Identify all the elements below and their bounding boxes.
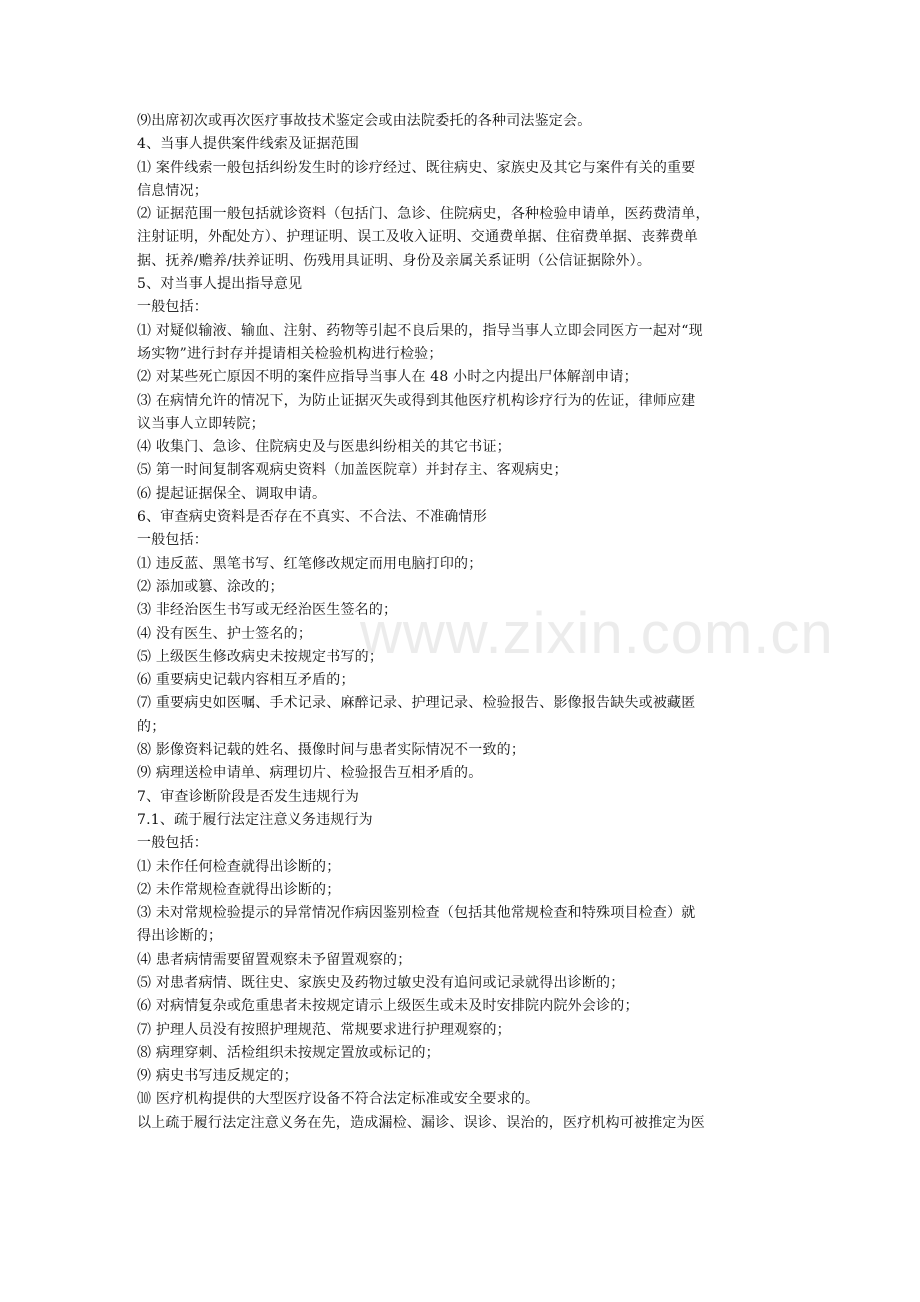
text-line: 5、对当事人提出指导意见 — [137, 276, 303, 293]
text-line: ⑶ 非经治医生书写或无经治医生签名的； — [137, 602, 398, 619]
text-line: ⑵ 添加或篡、涂改的； — [137, 578, 284, 595]
text-line: ⑴ 违反蓝、黑笔书写、红笔修改规定而用电脑打印的； — [137, 555, 483, 572]
text-line: ⑵ 证据范围一般包括就诊资料（包括门、急诊、住院病史，各种检验申请单，医药费清单， — [137, 206, 710, 223]
text-line: ⑼ 病史书写违反规定的； — [137, 1068, 298, 1085]
text-line: 据、抚养/赡养/扶养证明、伤残用具证明、身份及亲属关系证明（公信证据除外）。 — [137, 252, 652, 269]
text-line: 一般包括： — [137, 299, 208, 316]
text-line: 一般包括： — [137, 835, 208, 852]
text-line: ⑶ 未对常规检验提示的异常情况作病因鉴别检查（包括其他常规检查和特殊项目检查）就 — [137, 905, 696, 922]
watermark: www.zixin.com.cn — [360, 601, 834, 666]
text-line: ⑹ 对病情复杂或危重患者未按规定请示上级医生或未及时安排院内院外会诊的； — [137, 998, 639, 1015]
text-line: ⑸ 对患者病情、既往史、家族史及药物过敏史没有追问或记录就得出诊断的； — [137, 974, 625, 991]
text-line: 注射证明，外配处方）、护理证明、误工及收入证明、交通费单据、住宿费单据、丧葬费单 — [137, 229, 698, 246]
text-line: 议当事人立即转院； — [137, 415, 265, 432]
text-line: ⑽ 医疗机构提供的大型医疗设备不符合法定标准或安全要求的。 — [137, 1091, 540, 1108]
text-line: 6、审查病史资料是否存在不真实、不合法、不准确情形 — [137, 509, 487, 526]
text-line: ⑴ 对疑似输液、输血、注射、药物等引起不良后果的，指导当事人立即会同医方一起对“现 — [137, 322, 703, 339]
text-line: 以上疏于履行法定注意义务在先，造成漏检、漏诊、误诊、误治的，医疗机构可被推定为医 — [137, 1114, 705, 1131]
text-line: ⑸ 第一时间复制客观病史资料（加盖医院章）并封存主、客观病史； — [137, 462, 568, 479]
text-line: 7、审查诊断阶段是否发生违规行为 — [137, 788, 360, 805]
text-line: ⑻ 病理穿刺、活检组织未按规定置放或标记的； — [137, 1044, 440, 1061]
text-line: ⑵ 对某些死亡原因不明的案件应指导当事人在 48 小时之内提出尸体解剖申请； — [137, 369, 638, 386]
text-line: ⑹ 提起证据保全、调取申请。 — [137, 485, 327, 502]
document-body — [137, 110, 785, 1135]
text-line: ⑻ 影像资料记载的姓名、摄像时间与患者实际情况不一致的； — [137, 742, 526, 759]
text-line: ⑸ 上级医生修改病史未按规定书写的； — [137, 648, 384, 665]
text-line: ⑷ 患者病情需要留置观察未予留置观察的； — [137, 951, 412, 968]
text-line: 一般包括： — [137, 532, 208, 549]
text-line: ⑴ 案件线索一般包括纠纷发生时的诊疗经过、既往病史、家族史及其它与案件有关的重要 — [137, 159, 696, 176]
text-line: ⑶ 在病情允许的情况下，为防止证据灭失或得到其他医疗机构诊疗行为的佐证，律师应建 — [137, 392, 696, 409]
text-line: 的； — [137, 718, 166, 735]
text-line: ⑺ 护理人员没有按照护理规范、常规要求进行护理观察的； — [137, 1021, 511, 1038]
text-line: ⑷ 收集门、急诊、住院病史及与医患纠纷相关的其它书证； — [137, 439, 511, 456]
text-line: 场实物”进行封存并提请相关检验机构进行检验； — [137, 345, 443, 362]
text-line: ⑵ 未作常规检查就得出诊断的； — [137, 881, 341, 898]
text-line: ⑷ 没有医生、护士签名的； — [137, 625, 313, 642]
text-line: 7.1、疏于履行法定注意义务违规行为 — [137, 811, 373, 828]
text-line: ⑼出席初次或再次医疗事故技术鉴定会或由法院委托的各种司法鉴定会。 — [137, 113, 592, 129]
text-line: ⑺ 重要病史如医嘱、手术记录、麻醉记录、护理记录、检验报告、影像报告缺失或被藏匿 — [137, 695, 696, 712]
text-line: ⑹ 重要病史记载内容相互矛盾的； — [137, 672, 355, 689]
text-line: ⑴ 未作任何检查就得出诊断的； — [137, 858, 341, 875]
text-line: 得出诊断的； — [137, 928, 223, 945]
text-line: 信息情况； — [137, 182, 208, 199]
text-line: 4、当事人提供案件线索及证据范围 — [137, 136, 360, 153]
text-line: ⑼ 病理送检申请单、病理切片、检验报告互相矛盾的。 — [137, 765, 483, 782]
